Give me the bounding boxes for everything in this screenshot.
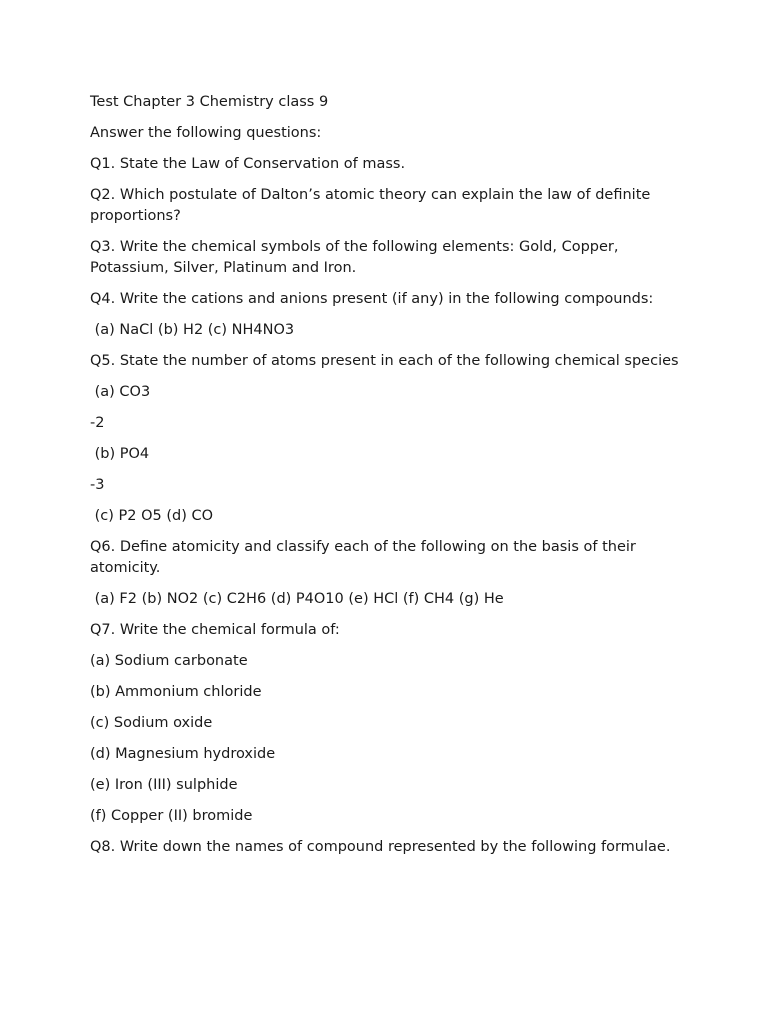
question-5: Q5. State the number of atoms present in each of the following chemical species [90, 353, 679, 369]
question-4-options: (a) NaCl (b) H2 (c) NH4NO3 [90, 322, 295, 338]
question-1: Q1. State the Law of Conservation of mass. [90, 156, 406, 172]
question-6: Q6. Define atomicity and classify each of the following on the basis of their atomicity. [90, 539, 641, 576]
question-8: Q8. Write down the names of compound represented by the following formulae. [90, 839, 671, 855]
instructions-line: Answer the following questions: [90, 125, 322, 141]
question-7: Q7. Write the chemical formula of: [90, 622, 340, 638]
question-5-option-b: (b) PO4 [90, 446, 150, 462]
question-7-option-e: (e) Iron (III) sulphide [90, 777, 238, 793]
question-7-option-f: (f) Copper (II) bromide [90, 808, 253, 824]
question-5-option-a-charge: -2 [90, 415, 105, 431]
document-title: Test Chapter 3 Chemistry class 9 [90, 94, 329, 110]
question-6-options: (a) F2 (b) NO2 (c) C2H6 (d) P4O10 (e) HCl (f) CH4 (g) He [90, 591, 504, 607]
question-5-option-a: (a) CO3 [90, 384, 151, 400]
question-4: Q4. Write the cations and anions present (if any) in the following compounds: [90, 291, 654, 307]
question-7-option-a: (a) Sodium carbonate [90, 653, 248, 669]
question-5-option-b-charge: -3 [90, 477, 105, 493]
document-page [90, 92, 690, 868]
question-7-option-b: (b) Ammonium chloride [90, 684, 262, 700]
question-3: Q3. Write the chemical symbols of the following elements: Gold, Copper, Potassium, Silver, Platinum and Iron. [90, 239, 624, 276]
question-7-option-d: (d) Magnesium hydroxide [90, 746, 276, 762]
question-2: Q2. Which postulate of Dalton’s atomic theory can explain the law of definite proportions? [90, 187, 655, 224]
question-5-options-cd: (c) P2 O5 (d) CO [90, 508, 213, 524]
question-7-option-c: (c) Sodium oxide [90, 715, 213, 731]
